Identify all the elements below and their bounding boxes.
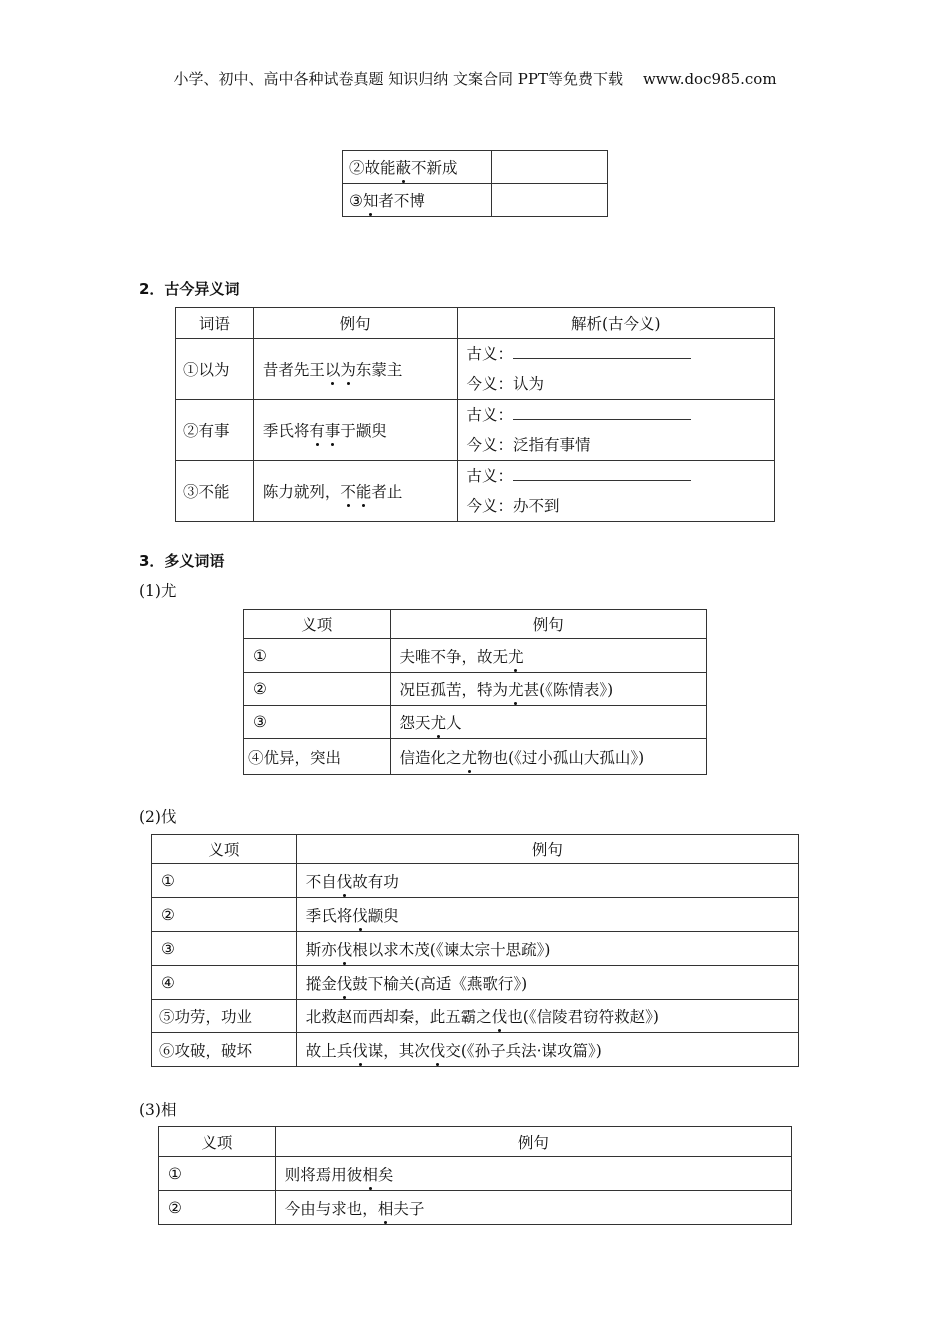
you-label: (1)尤	[139, 582, 177, 600]
section2-title: 2．古今异义词	[139, 280, 240, 298]
table-header-row: 词语 例句 解析(古今义)	[176, 308, 775, 339]
you-table	[243, 609, 707, 775]
table-row: ②有事 季氏将有事于颛臾 古义： 今义：泛指有事情	[176, 400, 775, 461]
table-header-row: 义项 例句	[159, 1127, 792, 1157]
answer-cell	[491, 151, 607, 184]
table-row: ③不能 陈力就列，不能者止 古义： 今义：办不到	[176, 461, 775, 522]
header-site: www.doc985.com	[642, 70, 777, 88]
table-row: ③ 斯亦伐根以求木茂(《谏太宗十思疏》)	[152, 932, 799, 966]
table-row: ② 今由与求也，相夫子	[159, 1191, 792, 1225]
table-row: ⑥攻破，破坏 故上兵伐谋，其次伐交(《孙子兵法·谋攻篇》)	[152, 1033, 799, 1067]
table-row: ④优异，突出 信造化之尤物也(《过小孤山大孤山》)	[244, 739, 707, 775]
page-header	[0, 68, 950, 89]
table-row: ② 况臣孤苦，特为尤甚(《陈情表》)	[244, 673, 707, 706]
fa-table	[151, 834, 799, 1067]
table-row: ③ 怨天尤人	[244, 706, 707, 739]
table-row: ①以为 昔者先王以为东蒙主 古义： 今义：认为	[176, 339, 775, 400]
table-row: ③知者不博	[343, 184, 608, 217]
xiang-label: (3)相	[139, 1101, 177, 1119]
table-header-row: 义项 例句	[244, 610, 707, 639]
section3-title: 3．多义词语	[139, 552, 225, 570]
table-row: ④ 摐金伐鼓下榆关(高适《燕歌行》)	[152, 966, 799, 1000]
answer-line	[513, 407, 691, 420]
xiang-table	[158, 1126, 792, 1225]
table-row: ① 不自伐故有功	[152, 864, 799, 898]
table-row: ① 夫唯不争，故无尤	[244, 639, 707, 673]
table-row: ②故能蔽不新成	[343, 151, 608, 184]
header-text: 小学、初中、高中各种试卷真题 知识归纳 文案合同 PPT等免费下载	[173, 70, 623, 88]
answer-cell	[491, 184, 607, 217]
gujin-table	[175, 307, 775, 522]
table-row: ① 则将焉用彼相矣	[159, 1157, 792, 1191]
answer-line	[513, 468, 691, 481]
continuation-table	[342, 150, 608, 217]
table-row: ⑤功劳，功业 北救赵而西却秦，此五霸之伐也(《信陵君窃符救赵》)	[152, 1000, 799, 1033]
table-row: ② 季氏将伐颛臾	[152, 898, 799, 932]
answer-line	[513, 346, 691, 359]
fa-label: (2)伐	[139, 808, 177, 826]
table-header-row: 义项 例句	[152, 835, 799, 864]
